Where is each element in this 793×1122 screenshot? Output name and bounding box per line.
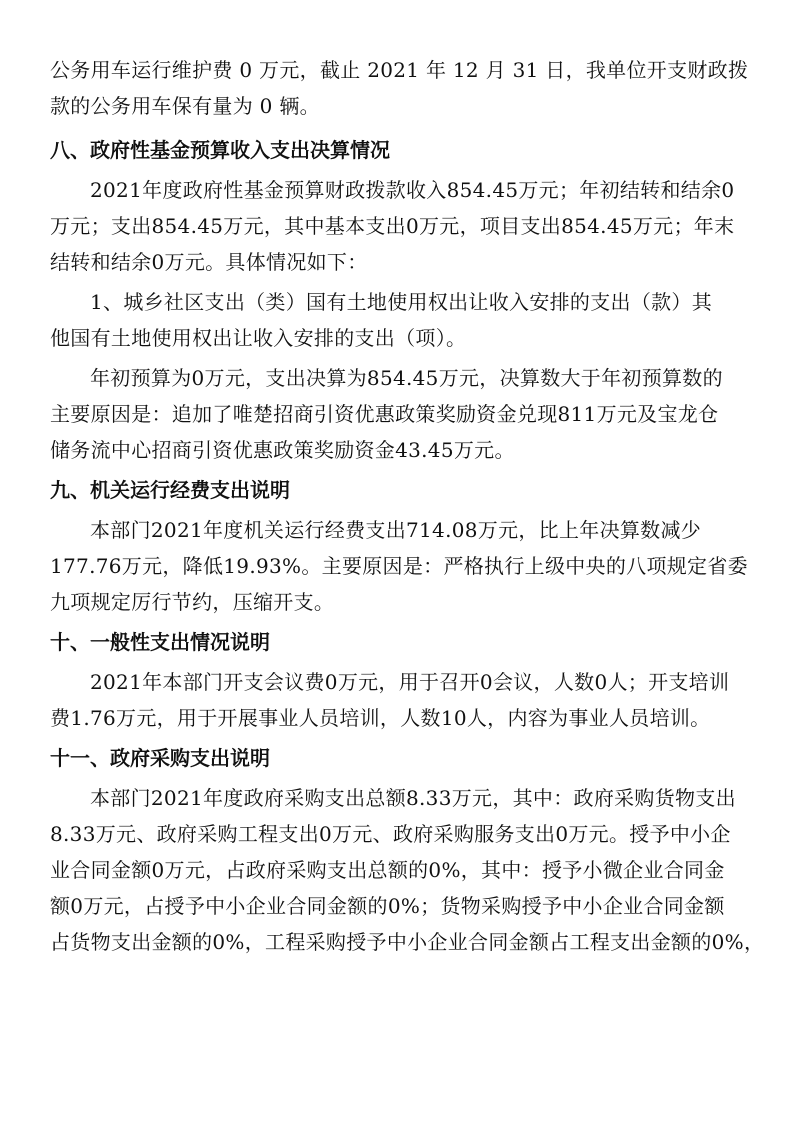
paragraph-line: 储务流中心招商引资优惠政策奖励资金43.45万元。 — [50, 438, 515, 462]
section-heading-general-expenses: 十、一般性支出情况说明 — [50, 630, 270, 654]
paragraph-line: 年初预算为0万元，支出决算为854.45万元，决算数大于年初预算数的 — [90, 366, 723, 390]
section-heading-operating-expenses: 九、机关运行经费支出说明 — [50, 478, 290, 502]
paragraph-line: 1、城乡社区支出（类）国有土地使用权出让收入安排的支出（款）其 — [90, 290, 713, 314]
paragraph-line: 2021年本部门开支会议费0万元，用于召开0会议，人数0人；开支培训 — [90, 670, 730, 694]
intro-line: 款的公务用车保有量为 0 辆。 — [50, 94, 320, 118]
paragraph-line: 主要原因是：追加了唯楚招商引资优惠政策奖励资金兑现811万元及宝龙仓 — [50, 402, 719, 426]
intro-line: 公务用车运行维护费 0 万元，截止 2021 年 12 月 31 日，我单位开支财政拨 — [50, 58, 749, 82]
paragraph-line: 占货物支出金额的0%，工程采购授予中小企业合同金额占工程支出金额的0%， — [50, 930, 765, 954]
paragraph-line: 2021年度政府性基金预算财政拨款收入854.45万元；年初结转和结余0 — [90, 178, 735, 202]
paragraph-line: 本部门2021年度政府采购支出总额8.33万元，其中：政府采购货物支出 — [90, 786, 736, 810]
paragraph-line: 业合同金额0万元，占政府采购支出总额的0%，其中：授予小微企业合同金 — [50, 858, 725, 882]
paragraph-line: 结转和结余0万元。具体情况如下： — [50, 250, 368, 274]
document-page — [50, 52, 765, 960]
paragraph-line: 额0万元，占授予中小企业合同金额的0%；货物采购授予中小企业合同金额 — [50, 894, 725, 918]
paragraph-line: 万元；支出854.45万元，其中基本支出0万元，项目支出854.45万元；年末 — [50, 214, 735, 238]
paragraph-line: 177.76万元，降低19.93%。主要原因是：严格执行上级中央的八项规定省委 — [50, 554, 748, 578]
paragraph-line: 费1.76万元，用于开展事业人员培训，人数10人，内容为事业人员培训。 — [50, 706, 711, 730]
paragraph-line: 本部门2021年度机关运行经费支出714.08万元，比上年决算数减少 — [90, 518, 702, 542]
paragraph-line: 九项规定厉行节约，压缩开支。 — [50, 590, 335, 614]
section-heading-government-fund: 八、政府性基金预算收入支出决算情况 — [50, 138, 390, 162]
section-heading-procurement: 十一、政府采购支出说明 — [50, 746, 270, 770]
paragraph-line: 他国有土地使用权出让收入安排的支出（项）。 — [50, 326, 467, 350]
paragraph-line: 8.33万元、政府采购工程支出0万元、政府采购服务支出0万元。授予中小企 — [50, 822, 731, 846]
